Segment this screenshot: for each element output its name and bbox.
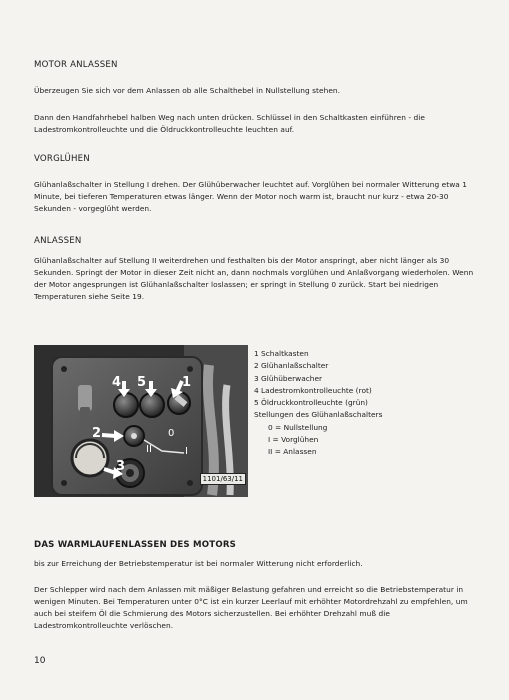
paragraph-handfahrhebel: Dann den Handfahrhebel halben Weg nach unten drücken. Schlüssel in den Schaltkasten einführen - die Ladestromkontrolleuchte und die Öldruckkontrolleuchte leuchten auf. bbox=[34, 113, 425, 134]
paragraph-vorgluehen: Glühanlaßschalter in Stellung I drehen. Der Glühüberwacher leuchtet auf. Vorglühen bei normaler Witterung etwa 1 Minute, bei tieferen Temperaturen etwas länger. Wenn der Motor noch warm ist, braucht nur kurz - etwa 20-30 Sekunden - vorgeglüht werden. bbox=[34, 180, 468, 213]
photo-label-1: 1 bbox=[182, 375, 192, 390]
paragraph-anlassen: Glühanlaßschalter auf Stellung II weiterdrehen und festhalten bis der Motor anspringt, aber nicht länger als 30 Sekunden. Springt der Motor in dieser Zeit nicht an, dann nochmals vorglühen und Anlaßvorgang wiederholen. Wenn der Motor angesprungen ist Glühanlaßschalter loslassen; er springt in Stellung 0 zurück. Start bei niedrigen Temperaturen siehe Seite 19. bbox=[34, 256, 474, 301]
photo-label-2: 2 bbox=[92, 426, 102, 441]
heading-anlassen: ANLASSEN bbox=[34, 236, 82, 246]
photo-label-3: 3 bbox=[116, 459, 126, 474]
legend-item: 2 Glühanlaßschalter bbox=[254, 361, 329, 371]
legend-position: 0 = Nullstellung bbox=[268, 422, 328, 432]
legend-item: 1 Schaltkasten bbox=[254, 349, 309, 358]
page-number: 10 bbox=[34, 656, 46, 666]
paragraph-betriebstemperatur: bis zur Erreichung der Betriebstemperatur ist bei normaler Witterung nicht erforderlich. bbox=[34, 559, 363, 568]
photo-label-I: I bbox=[185, 446, 188, 457]
paragraph-nullstellung: Überzeugen Sie sich vor dem Anlassen ob alle Schalthebel in Nullstellung stehen. bbox=[34, 86, 341, 95]
legend-position: I = Vorglühen bbox=[268, 435, 319, 445]
heading-warmlaufenlassen: DAS WARMLAUFENLASSEN DES MOTORS bbox=[34, 540, 237, 550]
heading-motor-anlassen: MOTOR ANLASSEN bbox=[34, 60, 118, 70]
photo-label-4: 4 bbox=[112, 375, 122, 390]
legend-item: 4 Ladestromkontrolleuchte (rot) bbox=[254, 385, 372, 395]
legend-item: 5 Öldruckkontrolleuchte (grün) bbox=[254, 398, 368, 408]
dashboard-photo bbox=[34, 345, 248, 497]
legend-subheading: Stellungen des Glühanlaßschalters bbox=[254, 410, 383, 420]
photo-label-0: 0 bbox=[168, 428, 175, 439]
photo-label-II: II bbox=[146, 444, 152, 455]
paragraph-schlepper: Der Schlepper wird nach dem Anlassen mit mäßiger Belastung gefahren und erreicht so die Betriebstemperatur in wenigen Minuten. Bei Temperaturen unter 0°C ist ein kurzer Leerlauf mit erhöhter Motordrehzahl zu empfehlen, um auch bei steifem Öl die Schmierung des Motors sicherzustellen. Bei erhöhter Drehzahl muß die Ladestromkontrolleuchte verlöschen. bbox=[34, 585, 468, 630]
photo-legend bbox=[254, 348, 382, 459]
photo-reference-tag: 1101/63/11 bbox=[200, 473, 246, 485]
heading-vorgluehen: VORGLÜHEN bbox=[34, 154, 90, 164]
legend-item: 3 Glühüberwacher bbox=[254, 373, 323, 383]
photo-label-5: 5 bbox=[137, 375, 147, 390]
legend-position: II = Anlassen bbox=[268, 447, 317, 457]
